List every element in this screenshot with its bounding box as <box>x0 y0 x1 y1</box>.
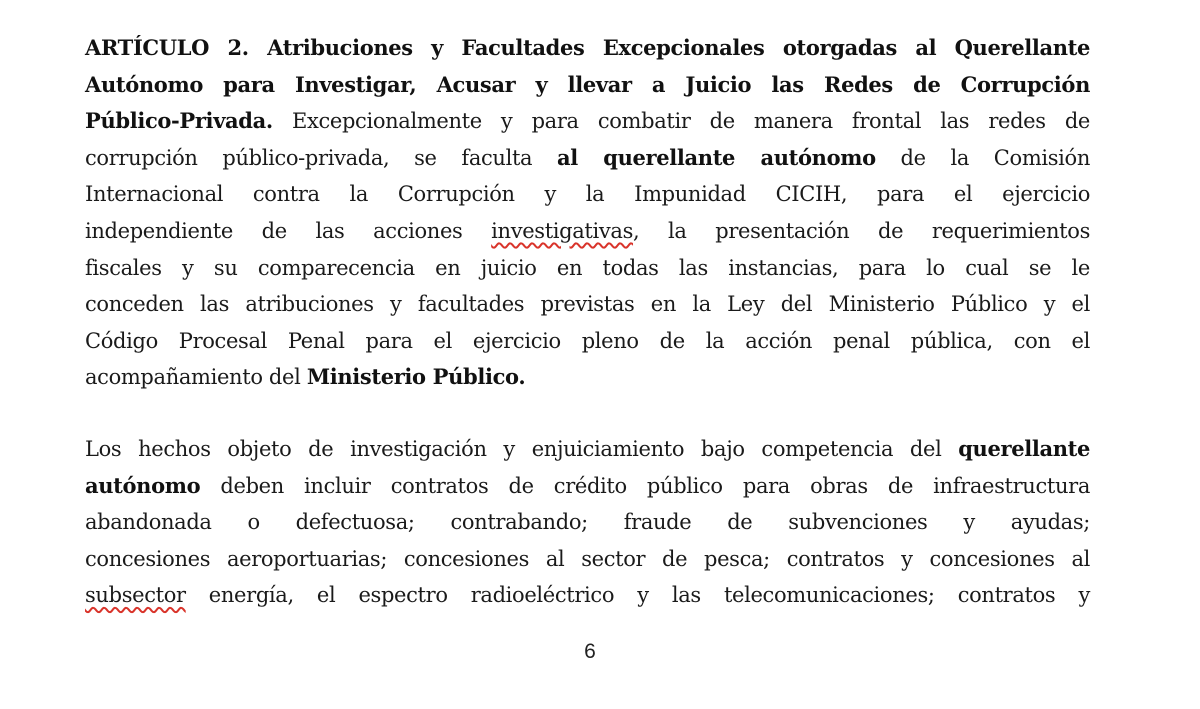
text-line: Los hechos objeto de investigación y enjuiciamiento bajo competencia del querellante <box>85 436 1090 461</box>
article-heading: ARTÍCULO 2. Atribuciones y Facultades Excepcionales otorgadas al Querellante <box>85 35 1090 60</box>
text-line: autónomo deben incluir contratos de crédito público para obras de infraestructura <box>85 472 1090 498</box>
page-number: 6 <box>584 640 596 663</box>
text-line: subsector energía, el espectro radioeléctrico y las telecomunicaciones; contratos y <box>85 583 1090 608</box>
facts-paragraph <box>85 431 1090 614</box>
text-line: fiscales y su comparecencia en juicio en todas las instancias, para lo cual se le <box>85 255 1090 280</box>
text-line <box>85 67 1090 104</box>
article-2-paragraph <box>85 30 1090 396</box>
text-line: Público-Privada. Excepcionalmente y para combatir de manera frontal las redes de <box>85 108 1090 134</box>
text-line: Código Procesal Penal para el ejercicio pleno de la acción penal pública, con el <box>85 328 1090 353</box>
article-heading-end: Público-Privada. <box>85 108 273 134</box>
bold-term: autónomo <box>85 472 201 498</box>
spellcheck-flagged-word[interactable]: subsector <box>85 583 186 608</box>
article-heading-cont: Autónomo para Investigar, Acusar y llevar a Juicio las Redes de Corrupción <box>85 71 1090 97</box>
text-line: concesiones aeroportuarias; concesiones al sector de pesca; contratos y concesiones al <box>85 546 1090 571</box>
text-line: corrupción público-privada, se faculta al querellante autónomo de la Comisión <box>85 144 1091 170</box>
text-line: Internacional contra la Corrupción y la Impunidad CICIH, para el ejercicio <box>85 182 1090 207</box>
bold-term: querellante <box>958 436 1090 461</box>
text-line: acompañamiento del Ministerio Público. <box>85 364 526 390</box>
text-line <box>85 30 1090 67</box>
spellcheck-flagged-word[interactable]: investigativas <box>491 218 634 243</box>
text-line: conceden las atribuciones y facultades previstas en la Ley del Ministerio Público y el <box>85 292 1090 317</box>
bold-term: Ministerio Público. <box>306 364 526 390</box>
text-line: abandonada o defectuosa; contrabando; fraude de subvenciones y ayudas; <box>85 510 1090 535</box>
bold-term: al querellante autónomo <box>556 144 876 170</box>
text-line: independiente de las acciones investigativas, la presentación de requerimientos <box>85 218 1090 243</box>
